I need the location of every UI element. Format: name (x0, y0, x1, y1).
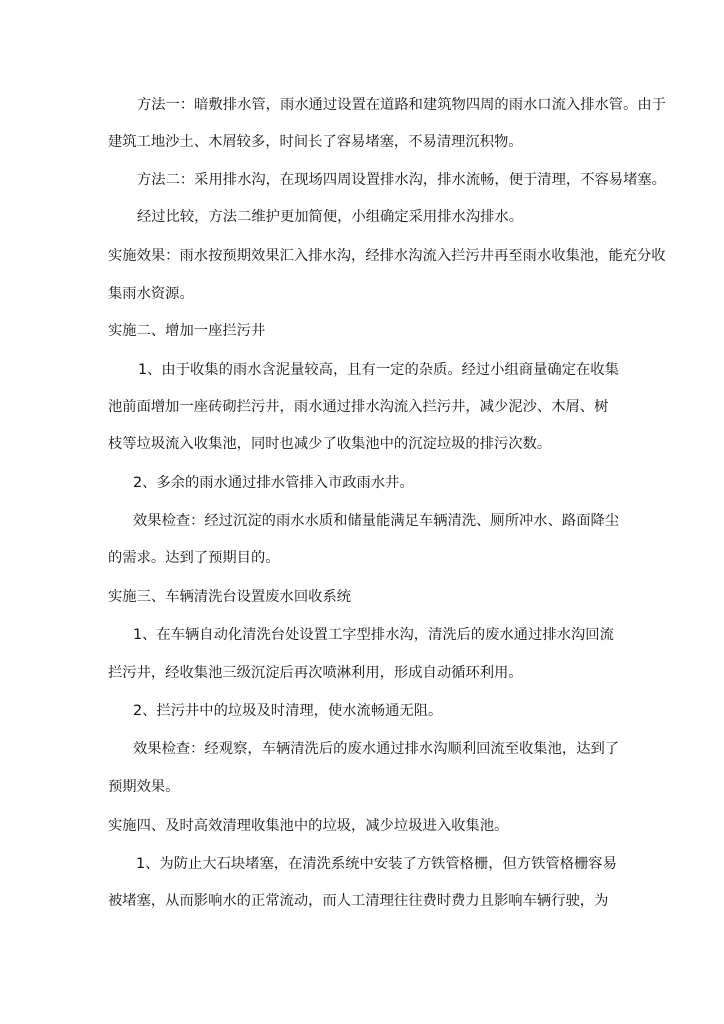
paragraph-line: 2、多余的雨水通过排水管排入市政雨水井。 (133, 475, 414, 491)
paragraph-line: 拦污井，经收集池三级沉淀后再次喷淋利用，形成自动循环利用。 (108, 665, 523, 681)
paragraph-line: 方法二：采用排水沟，在现场四周设置排水沟，排水流畅，便于清理，不容易堵塞。 (137, 172, 666, 188)
section-heading: 实施三、车辆清洗台设置废水回收系统 (108, 589, 352, 605)
paragraph-line: 被堵塞，从而影响水的正常流动，而人工清理往往费时费力且影响车辆行驶，为 (108, 893, 609, 909)
paragraph-line: 经过比较，方法二维护更加简便，小组确定采用排水沟排水。 (137, 209, 524, 225)
paragraph-line: 1、由于收集的雨水含泥量较高，且有一定的杂质。经过小组商量确定在收集 (138, 362, 619, 378)
paragraph-line: 建筑工地沙土、木屑较多，时间长了容易堵塞，不易清理沉积物。 (108, 134, 523, 150)
paragraph-line: 1、在车辆自动化清洗台处设置工字型排水沟，清洗后的废水通过排水沟回流 (133, 627, 614, 643)
paragraph-line: 1、为防止大石块堵塞，在清洗系统中安装了方铁管格栅，但方铁管格栅容易 (136, 856, 617, 872)
paragraph-line: 效果检查：经观察，车辆清洗后的废水通过排水沟顺利回流至收集池，达到了 (133, 741, 620, 757)
paragraph-line: 池前面增加一座砖砌拦污井，雨水通过排水沟流入拦污井，减少泥沙、木屑、树 (108, 399, 609, 415)
paragraph-line: 效果检查：经过沉淀的雨水水质和储量能满足车辆清洗、厕所冲水、路面降尘 (133, 513, 620, 529)
paragraph-line: 2、拦污井中的垃圾及时清理，使水流畅通无阻。 (133, 703, 443, 719)
paragraph-line: 预期效果。 (108, 779, 180, 795)
paragraph-line: 集雨水资源。 (108, 286, 194, 302)
section-heading: 实施四、及时高效清理收集池中的垃圾，减少垃圾进入收集池。 (108, 818, 509, 834)
paragraph-line: 实施效果：雨水按预期效果汇入排水沟，经排水沟流入拦污井再至雨水收集池，能充分收 (108, 248, 666, 264)
paragraph-line: 枝等垃圾流入收集池，同时也减少了收集池中的沉淀垃圾的排污次数。 (108, 436, 552, 452)
paragraph-line: 方法一：暗敷排水管，雨水通过设置在道路和建筑物四周的雨水口流入排水管。由于 (137, 97, 666, 113)
section-heading: 实施二、增加一座拦污井 (108, 323, 266, 339)
paragraph-line: 的需求。达到了预期目的。 (108, 550, 280, 566)
